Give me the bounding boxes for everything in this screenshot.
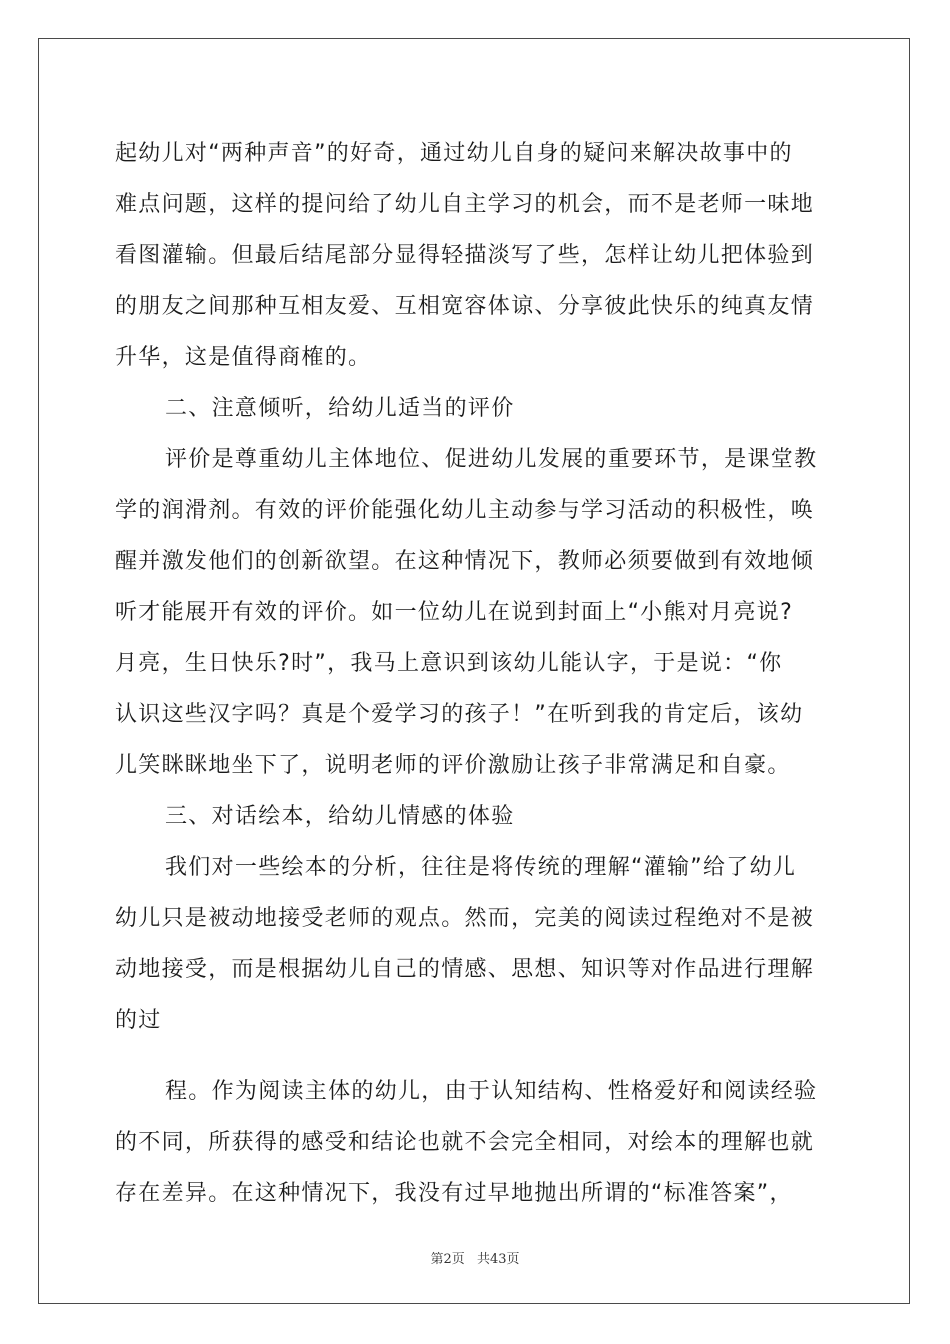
text-line: 听才能展开有效的评价。如一位幼儿在说到封面上“小熊对月亮说? (115, 600, 794, 625)
text-line: 程。作为阅读主体的幼儿，由于认知结构、性格爱好和阅读经验 (165, 1079, 818, 1104)
text-line: 看图灌输。但最后结尾部分显得轻描淡写了些，怎样让幼儿把体验到 (115, 243, 815, 268)
text-line: 起幼儿对“两种声音”的好奇，通过幼儿自身的疑问来解决故事中的 (115, 141, 793, 166)
text-line: 的过 (115, 1008, 162, 1033)
document-body (115, 128, 835, 1219)
text-line: 幼儿只是被动地接受老师的观点。然而，完美的阅读过程绝对不是被 (115, 906, 815, 931)
text-line: 月亮，生日快乐?时”，我马上意识到该幼儿能认字，于是说：“你 (115, 651, 783, 676)
page-footer (0, 1248, 950, 1267)
page-total: 共43页 (476, 1252, 520, 1267)
section-heading: 二、注意倾听，给幼儿适当的评价 (165, 396, 515, 421)
section-heading: 三、对话绘本，给幼儿情感的体验 (165, 804, 515, 829)
text-line: 存在差异。在这种情况下，我没有过早地抛出所谓的“标准答案”， (115, 1181, 793, 1206)
text-line: 的不同，所获得的感受和结论也就不会完全相同，对绘本的理解也就 (115, 1130, 815, 1155)
page-number: 第2页 (430, 1252, 465, 1267)
text-line: 难点问题，这样的提问给了幼儿自主学习的机会，而不是老师一味地 (115, 192, 815, 217)
text-line: 升华，这是值得商榷的。 (115, 345, 372, 370)
text-line: 学的润滑剂。有效的评价能强化幼儿主动参与学习活动的积极性，唤 (115, 498, 815, 523)
text-line: 动地接受，而是根据幼儿自己的情感、思想、知识等对作品进行理解 (115, 957, 815, 982)
text-line: 评价是尊重幼儿主体地位、促进幼儿发展的重要环节，是课堂教 (165, 447, 818, 472)
text-line: 认识这些汉字吗？真是个爱学习的孩子！”在听到我的肯定后，该幼 (115, 702, 804, 727)
text-line: 醒并激发他们的创新欲望。在这种情况下，教师必须要做到有效地倾 (115, 549, 815, 574)
text-line: 儿笑眯眯地坐下了，说明老师的评价激励让孩子非常满足和自豪。 (115, 753, 791, 778)
text-line: 的朋友之间那种互相友爱、互相宽容体谅、分享彼此快乐的纯真友情 (115, 294, 815, 319)
text-line: 我们对一些绘本的分析，往往是将传统的理解“灌输”给了幼儿 (165, 855, 797, 880)
